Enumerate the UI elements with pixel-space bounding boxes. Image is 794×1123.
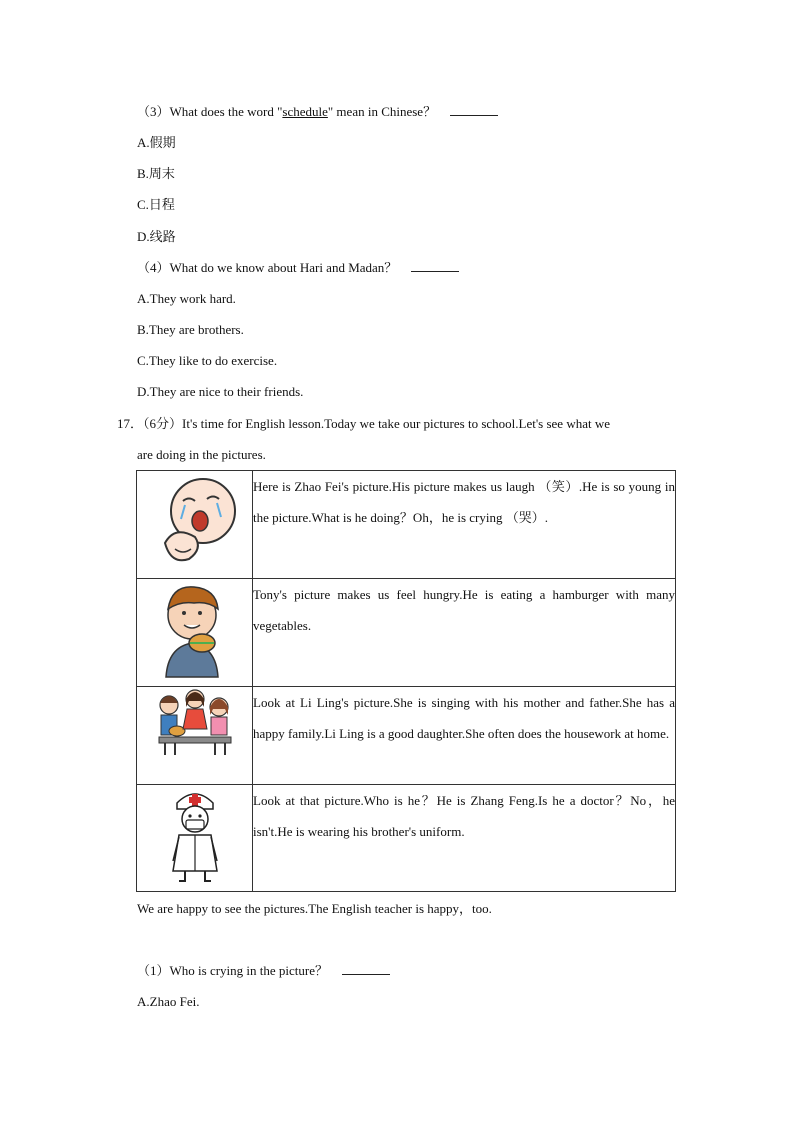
picture-boy-eating xyxy=(137,579,253,687)
row-text: Here is Zhao Fei's picture.His picture makes us laugh （笑）.He is so young in the picture.What is he doing？Oh，he is crying （哭）. xyxy=(253,471,676,579)
answer-blank[interactable] xyxy=(411,259,459,272)
q17-intro: 17．（6分）It's time for English lesson.Today we take our pictures to school.Let's see what we xyxy=(117,416,611,431)
row-text: Look at that picture.Who is he？He is Zhang Feng.Is he a doctor？No，he isn't.He is wearing his brother's uniform. xyxy=(253,785,676,892)
picture-crying-baby xyxy=(137,471,253,579)
q17-sub1-stem: （1）Who is crying in the picture？ xyxy=(137,962,390,980)
answer-blank[interactable] xyxy=(450,103,498,116)
q3-keyword: schedule xyxy=(282,104,328,119)
family-singing-icon xyxy=(155,687,235,757)
row-text: Look at Li Ling's picture.She is singing with his mother and father.She has a happy family.Li Ling is a good daughter.She often does the housework at home. xyxy=(253,687,676,785)
question-number: 17． xyxy=(117,416,144,431)
table-row xyxy=(137,687,676,785)
answer-blank[interactable] xyxy=(342,962,390,975)
row-text: Tony's picture makes us feel hungry.He is eating a hamburger with many vegetables. xyxy=(253,579,676,687)
table-row xyxy=(137,785,676,892)
doctor-uniform-icon xyxy=(165,785,225,885)
picture-doctor-uniform xyxy=(137,785,253,892)
q3-option-d: D.线路 xyxy=(137,229,176,244)
q4-stem: （4）What do we know about Hari and Madan？ xyxy=(137,259,459,277)
q3-stem: （3）What does the word "schedule" mean in Chinese？ xyxy=(137,103,498,121)
q4-option-b: B.They are brothers. xyxy=(137,322,244,337)
q4-option-a: A.They work hard. xyxy=(137,291,236,306)
q3-option-c: C.日程 xyxy=(137,197,175,212)
q17-sub1-option-a: A.Zhao Fei. xyxy=(137,994,200,1009)
table-row xyxy=(137,579,676,687)
question-points: （6分） xyxy=(143,416,183,431)
q17-closing: We are happy to see the pictures.The English teacher is happy，too. xyxy=(137,901,492,916)
crying-baby-icon xyxy=(145,471,245,571)
q17-intro-continued: are doing in the pictures. xyxy=(137,447,266,462)
boy-eating-hamburger-icon xyxy=(150,579,240,679)
q3-option-a: A.假期 xyxy=(137,135,176,150)
picture-family-singing xyxy=(137,687,253,785)
q4-option-c: C.They like to do exercise. xyxy=(137,353,278,368)
q3-option-b: B.周末 xyxy=(137,166,175,181)
pictures-table xyxy=(136,470,676,892)
q4-option-d: D.They are nice to their friends. xyxy=(137,384,304,399)
table-row xyxy=(137,471,676,579)
